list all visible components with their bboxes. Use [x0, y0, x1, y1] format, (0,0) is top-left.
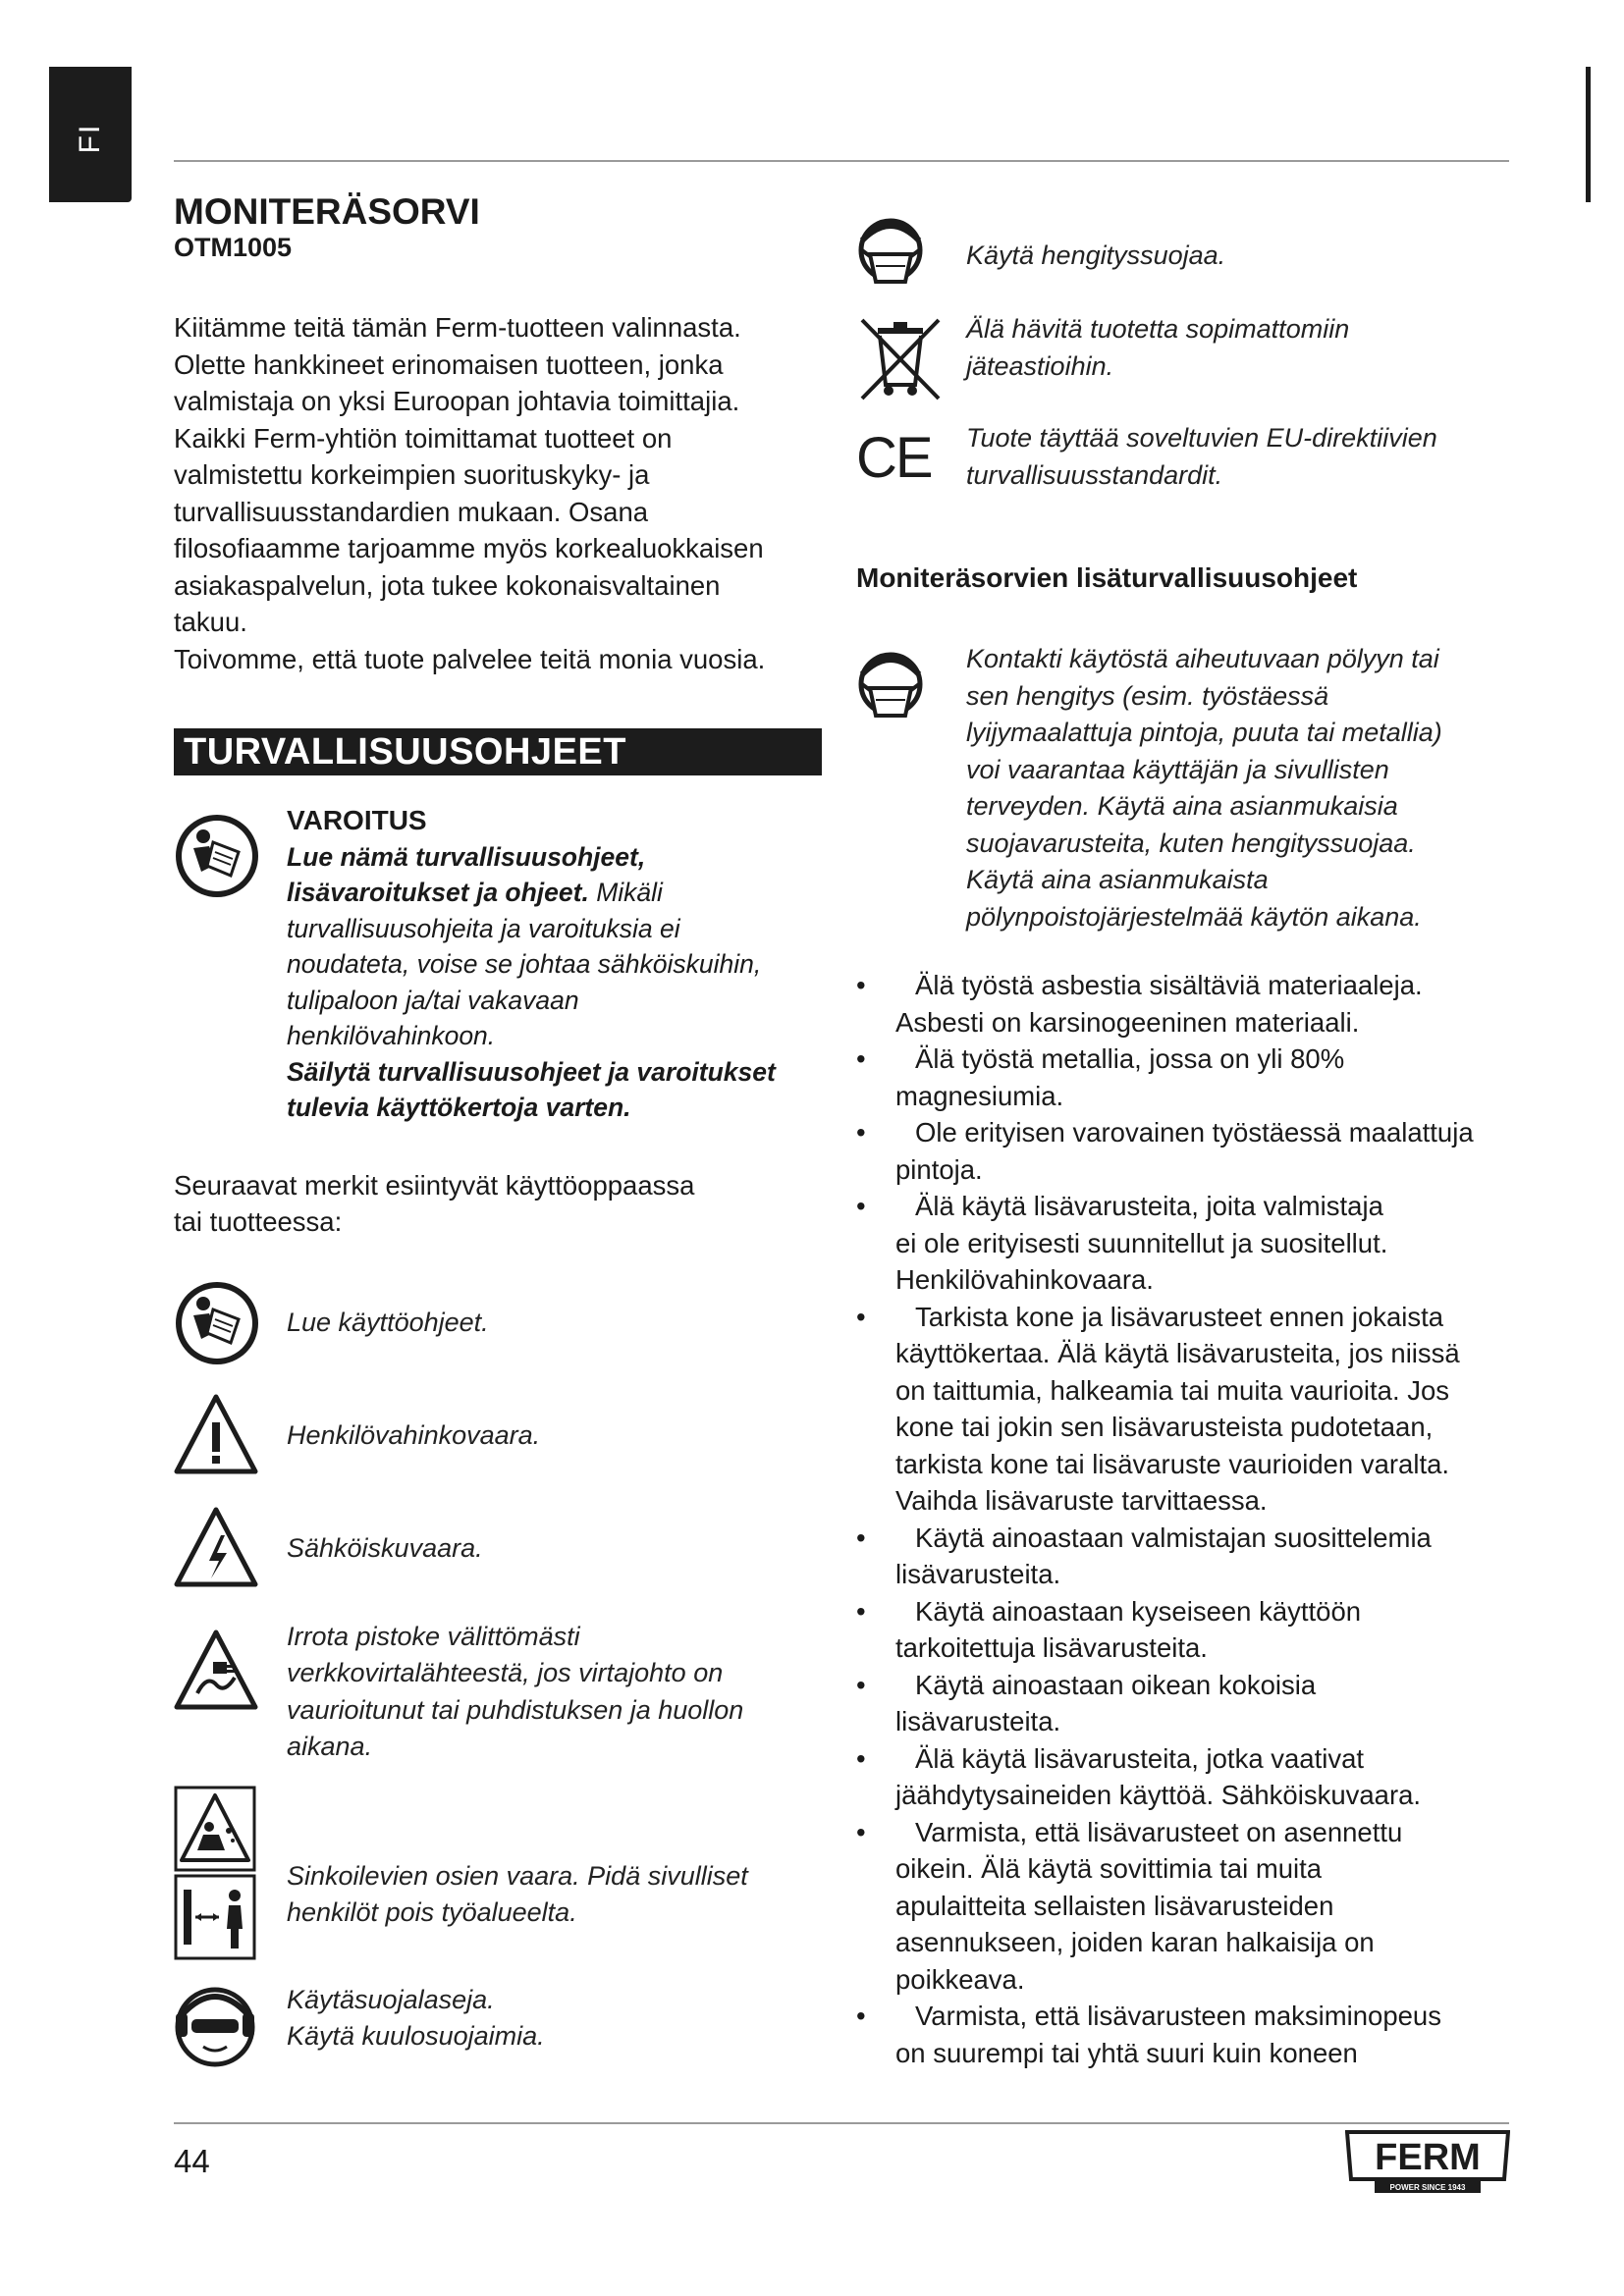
- bullet-item: • Tarkista kone ja lisävarusteet ennen jokaista käyttökertaa. Älä käytä lisävarusteita, jos niissä on taittumia, halkeamia tai muita vaurioita. Jos kone tai jokin sen lisävarusteista pudotetaan, tarkista kone tai lisävaruste vaurioiden varalta. Vaihda lisävaruste tarvittaessa.: [856, 1299, 1534, 1520]
- symbol-text-line: Älä hävitä tuotetta sopimattomiin: [966, 314, 1350, 344]
- warning-line: turvallisuusohjeita ja varoituksia ei: [287, 913, 680, 943]
- intro-text: [174, 309, 822, 677]
- logo-text: FERM: [1375, 2137, 1481, 2178]
- model-number: OTM1005: [174, 233, 293, 262]
- symbol-ce: [856, 425, 932, 491]
- respirator-icon: [856, 283, 925, 299]
- warning-bold-4: tulevia käyttökertoja varten.: [287, 1093, 631, 1122]
- section-heading: TURVALLISUUSOHJEET: [174, 728, 822, 775]
- symbol-text-line: Tuote täyttää soveltuvien EU-direktiivien: [966, 423, 1437, 453]
- warning-block: [174, 803, 822, 1126]
- symbol-text-line: Käytäsuojalaseja.: [287, 1984, 495, 2014]
- language-tab: [49, 67, 132, 202]
- symbol-text: Sähköiskuvaara.: [287, 1532, 483, 1563]
- logo-subtext: POWER SINCE 1943: [1389, 2183, 1466, 2192]
- intro-line: Kaikki Ferm-yhtiön toimittamat tuotteet on: [174, 422, 673, 454]
- safety-bullet-list: [856, 967, 1534, 2071]
- warning-bold-2: lisävaroitukset ja ohjeet.: [287, 878, 589, 907]
- symbol-mask: [856, 211, 925, 300]
- warning-rest: Mikäli: [588, 878, 663, 907]
- ferm-logo: [1345, 2130, 1510, 2195]
- symbol-text-line: vaurioitunut tai puhdistuksen ja huollon: [287, 1694, 744, 1725]
- signs-intro-line: tai tuotteessa:: [174, 1206, 343, 1237]
- dust-warning-line: terveyden. Käytä aina asianmukaisia: [966, 791, 1398, 821]
- bullet-item: • Älä työstä asbestia sisältäviä materiaaleja. Asbesti on karsinogeeninen materiaali.: [856, 967, 1534, 1041]
- intro-line: Kiitämme teitä tämän Ferm-tuotteen valinnasta.: [174, 312, 741, 343]
- sub-heading: Moniteräsorvien lisäturvallisuusohjeet: [856, 562, 1358, 593]
- warning-triangle-icon: [174, 1393, 258, 1482]
- read-manual-icon: [174, 813, 260, 909]
- bullet-item: • Ole erityisen varovainen työstäessä maalattuja pintoja.: [856, 1114, 1534, 1188]
- symbol-weee: [856, 314, 945, 407]
- language-code: FI: [74, 123, 106, 154]
- bottom-divider: [174, 2122, 1509, 2124]
- symbol-text-line: henkilöt pois työalueelta.: [287, 1897, 577, 1927]
- intro-line: Toivomme, että tuote palvelee teitä monia vuosia.: [174, 643, 766, 674]
- top-divider: [174, 160, 1509, 162]
- warning-line: henkilövahinkoon.: [287, 1021, 496, 1050]
- symbol-text-line: Sinkoilevien osien vaara. Pidä sivulliset: [287, 1860, 748, 1891]
- unplug-icon: [174, 1629, 258, 1718]
- electric-shock-icon: [174, 1506, 258, 1595]
- dust-warning-line: voi vaarantaa käyttäjän ja sivullisten: [966, 754, 1389, 784]
- dust-warning-line: sen hengitys (esim. työstäessä: [966, 680, 1329, 711]
- symbol-text: [287, 1619, 817, 1766]
- dust-warning: [966, 641, 1516, 935]
- symbol-text: [966, 420, 1516, 494]
- intro-line: valmistettu korkeimpien suorituskyky- ja: [174, 459, 650, 490]
- signs-intro: [174, 1167, 822, 1241]
- intro-line: valmistaja on yksi Euroopan johtavia toimittajia.: [174, 386, 740, 416]
- warning-bold-3: Säilytä turvallisuusohjeet ja varoitukset: [287, 1056, 776, 1087]
- left-column: [174, 191, 822, 2051]
- bullet-item: • Älä työstä metallia, jossa on yli 80% magnesiumia.: [856, 1041, 1534, 1114]
- intro-line: filosofiaamme tarjoamme myös korkealuokkaisen: [174, 533, 764, 563]
- symbol-text-line: aikana.: [287, 1732, 373, 1761]
- crossed-bin-icon: [856, 390, 945, 406]
- signs-intro-line: Seuraavat merkit esiintyvät käyttöoppaassa: [174, 1169, 695, 1201]
- symbol-text: [287, 1858, 817, 1932]
- intro-line: turvallisuusstandardien mukaan. Osana: [174, 496, 649, 527]
- page-number: 44: [174, 2143, 210, 2179]
- dust-warning-line: Kontakti käytöstä aiheutuvaan pölyyn tai: [966, 644, 1439, 673]
- flying-debris-icon: [174, 1786, 256, 1967]
- symbol-text-line: jäteastioihin.: [966, 350, 1114, 381]
- bullet-item: • Varmista, että lisävarusteen maksiminopeus on suurempi tai yhtä suuri kuin koneen: [856, 1998, 1534, 2071]
- symbol-text: Käytä hengityssuojaa.: [966, 240, 1226, 270]
- symbol-text: Henkilövahinkovaara.: [287, 1419, 541, 1450]
- dust-warning-line: suojavarusteita, kuten hengityssuojaa.: [966, 828, 1416, 858]
- bullet-item: • Varmista, että lisävarusteet on asennettu oikein. Älä käytä sovittimia tai muita apulaitteita sellaisten lisävarusteiden asennukseen, joiden karan halkaisija on poikkeava.: [856, 1814, 1534, 1999]
- dust-warning-line: Käytä aina asianmukaista: [966, 865, 1269, 894]
- warning-line: tulipaloon ja/tai vakavaan: [287, 985, 579, 1015]
- bullet-item: • Käytä ainoastaan oikean kokoisia lisävarusteita.: [856, 1667, 1534, 1740]
- bullet-item: • Käytä ainoastaan valmistajan suosittelemia lisävarusteita.: [856, 1520, 1534, 1593]
- symbol-list: [174, 1241, 822, 2051]
- warning-line: noudateta, voise se johtaa sähköiskuihin,: [287, 949, 762, 979]
- goggles-ear-protection-icon: [174, 1982, 256, 2075]
- bullet-item: • Älä käytä lisävarusteita, jotka vaativat jäähdytysaineiden käyttöä. Sähköiskuvaara.: [856, 1740, 1534, 1814]
- warning-heading: VAROITUS: [287, 805, 427, 835]
- respirator-icon: [856, 717, 925, 733]
- symbol-text: [966, 311, 1516, 385]
- edge-marker: [1586, 67, 1591, 202]
- symbol-text-line: Käytä kuulosuojaimia.: [287, 2021, 545, 2051]
- product-title: MONITERÄSORVI: [174, 191, 480, 232]
- intro-line: Olette hankkineet erinomaisen tuotteen, jonka: [174, 348, 724, 380]
- symbol-dust-mask: [856, 645, 925, 734]
- dust-warning-line: lyijymaalattuja pintoja, puuta tai metallia): [966, 718, 1442, 747]
- intro-line: asiakaspalvelun, jota tukee kokonaisvaltainen: [174, 569, 721, 601]
- symbol-text-line: verkkovirtalähteestä, jos virtajohto on: [287, 1658, 724, 1687]
- intro-line: takuu.: [174, 607, 247, 637]
- bullet-item: • Älä käytä lisävarusteita, joita valmistaja ei ole erityisesti suunnitellut ja suositellut. Henkilövahinkovaara.: [856, 1188, 1534, 1299]
- bullet-item: • Käytä ainoastaan kyseiseen käyttöön tarkoitettuja lisävarusteita.: [856, 1593, 1534, 1667]
- symbol-text: Lue käyttöohjeet.: [287, 1307, 489, 1337]
- read-manual-icon: [174, 1280, 260, 1371]
- ce-mark-icon: CE: [856, 426, 932, 490]
- dust-warning-line: pölynpoistojärjestelmää käytön aikana.: [966, 901, 1422, 932]
- symbol-text-line: turvallisuusstandardit.: [966, 459, 1223, 490]
- warning-bold-1: Lue nämä turvallisuusohjeet,: [287, 841, 646, 872]
- symbol-text-line: Irrota pistoke välittömästi: [287, 1621, 580, 1651]
- symbol-text: [287, 1982, 817, 2056]
